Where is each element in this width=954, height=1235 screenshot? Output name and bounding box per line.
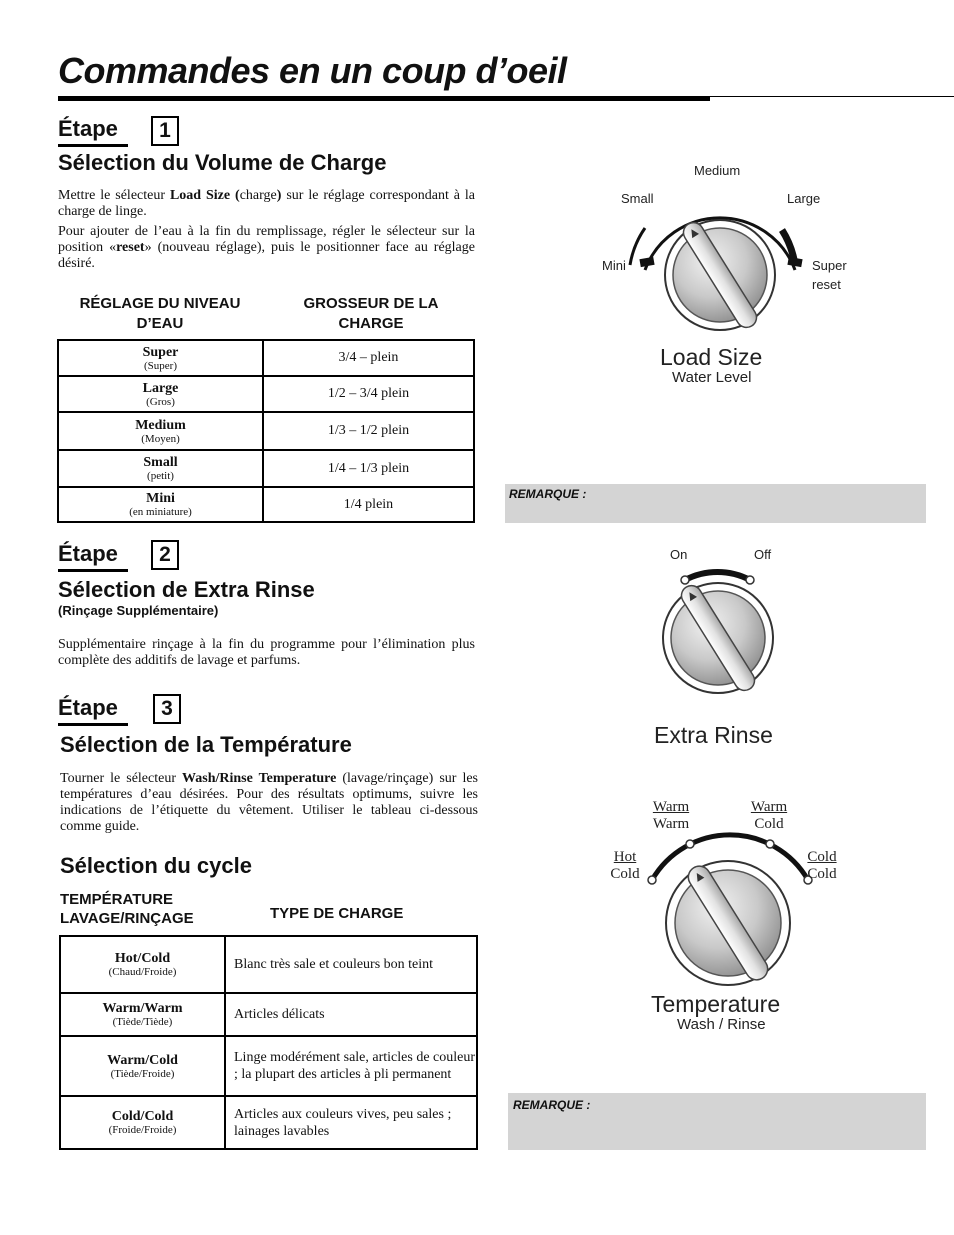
table-row — [58, 376, 474, 412]
temp-name: Cold/Cold — [111, 1109, 174, 1124]
water-level-table — [57, 339, 475, 523]
note-box-2 — [508, 1093, 926, 1150]
step1-col-header-level: RÉGLAGE DU NIVEAU D’EAU — [79, 295, 241, 332]
level-translation: (Super) — [144, 359, 177, 372]
load-size-value: 3/4 – plein — [263, 340, 474, 376]
table-row — [60, 1096, 477, 1149]
step3-number: 3 — [153, 694, 181, 724]
step1-etape-label: Étape — [58, 116, 118, 141]
load-label-small: Small — [621, 191, 654, 206]
load-label-mini: Mini — [602, 258, 626, 273]
note-label-2: REMARQUE : — [513, 1098, 591, 1112]
temp-name: Warm/Cold — [107, 1052, 178, 1068]
level-name: Super — [142, 344, 179, 360]
load-size-title: Load Size — [660, 344, 763, 370]
temperature-subtitle: Wash / Rinse — [677, 1016, 766, 1033]
temp-label-cold-cold: Cold Cold — [807, 849, 837, 882]
level-translation: (Moyen) — [141, 432, 180, 445]
load-type: Linge modérément sale, articles de couleur ; la plupart des articles à pli permanent — [225, 1036, 477, 1096]
step1-heading: Sélection du Volume de Charge — [58, 150, 387, 175]
load-size-subtitle: Water Level — [672, 369, 752, 386]
step2-number: 2 — [151, 540, 179, 570]
load-type: Blanc très sale et couleurs bon teint — [225, 936, 477, 993]
step3-col-header-type: TYPE DE CHARGE — [270, 905, 404, 922]
step3-col-header-temp: TEMPÉRATURE LAVAGE/RINÇAGE — [60, 891, 194, 927]
table-row — [58, 340, 474, 376]
temp-name: Warm/Warm — [102, 1001, 183, 1016]
page-title: Commandes en un coup d’oeil — [58, 50, 567, 91]
step1-etape-rule — [58, 144, 128, 147]
level-translation: (en miniature) — [129, 506, 192, 518]
cycle-heading: Sélection du cycle — [60, 853, 252, 878]
temp-translation: (Tiède/Tiède) — [112, 1016, 173, 1028]
load-size-value: 1/4 – 1/3 plein — [263, 450, 474, 487]
level-name: Small — [143, 455, 178, 470]
load-label-medium: Medium — [694, 163, 741, 178]
step3-paragraph: Tourner le sélecteur Wash/Rinse Temperature (lavage/rinçage) sur les températures d’eau désirées. Pour des résultats optimums, suivre les indications de l’étiquette du vêtement. Utiliser le tableau ci-dessous comme guide. — [60, 771, 478, 834]
load-size-dial[interactable] — [590, 190, 830, 350]
step2-etape-rule — [58, 569, 128, 572]
temp-label-warm-warm: Warm Warm — [652, 799, 690, 832]
extra-rinse-title: Extra Rinse — [654, 722, 773, 748]
table-row — [60, 936, 477, 993]
temp-translation: (Tiède/Froide) — [110, 1067, 175, 1080]
rinse-label-on: On — [670, 547, 688, 562]
level-name: Mini — [146, 491, 175, 506]
load-size-value: 1/4 plein — [263, 487, 474, 522]
step3-heading: Sélection de la Température — [60, 732, 352, 757]
table-row — [58, 450, 474, 487]
load-type: Articles aux couleurs vives, peu sales ; lainages lavables — [225, 1096, 477, 1149]
load-size-value: 1/2 – 3/4 plein — [263, 376, 474, 412]
step2-etape-label: Étape — [58, 541, 118, 566]
step2-paragraph: Supplémentaire rinçage à la fin du programme pour l’élimination plus complète des additifs de lavage et parfums. — [58, 637, 475, 668]
temp-translation: (Froide/Froide) — [108, 1124, 177, 1136]
temp-label-warm-cold: Warm Cold — [750, 799, 788, 832]
table-row — [58, 487, 474, 522]
load-size-value: 1/3 – 1/2 plein — [263, 412, 474, 450]
rinse-label-off: Off — [754, 547, 772, 562]
note-label-1: REMARQUE : — [509, 487, 587, 501]
table-row — [58, 412, 474, 450]
table-row — [60, 993, 477, 1036]
temp-translation: (Chaud/Froide) — [108, 966, 177, 978]
step3-etape-label: Étape — [58, 695, 118, 720]
step2-heading: Sélection de Extra Rinse — [58, 577, 315, 602]
load-type: Articles délicats — [225, 993, 477, 1036]
title-rule — [58, 96, 710, 101]
temp-name: Hot/Cold — [114, 951, 171, 966]
step1-col-header-size: GROSSEUR DE LA CHARGE — [303, 295, 439, 332]
extra-rinse-dial[interactable] — [640, 566, 800, 706]
table-row — [60, 1036, 477, 1096]
temperature-table — [59, 935, 478, 1150]
temperature-title: Temperature — [651, 991, 781, 1017]
title-rule-thin — [710, 96, 954, 97]
step1-paragraph-1: Mettre le sélecteur Load Size (charge) sur le réglage correspondant à la charge de linge. — [58, 188, 476, 219]
load-label-reset: reset — [812, 277, 841, 292]
step2-subheading: (Rinçage Supplémentaire) — [58, 603, 219, 618]
level-name: Large — [142, 380, 179, 396]
note-box-1 — [505, 484, 926, 523]
load-label-super: Super — [812, 258, 847, 273]
step1-paragraph-2: Pour ajouter de l’eau à la fin du remplissage, régler le sélecteur sur la position «reset» (nouveau réglage), puis le positionner face au réglage désiré. — [58, 224, 475, 271]
level-translation: (Gros) — [146, 395, 175, 408]
level-translation: (petit) — [147, 470, 174, 482]
temp-label-hot-cold: Hot Cold — [610, 849, 640, 882]
load-label-large: Large — [787, 191, 821, 206]
step3-etape-rule — [58, 723, 128, 726]
step1-number: 1 — [151, 116, 179, 146]
temperature-dial[interactable] — [640, 830, 820, 1000]
level-name: Medium — [135, 417, 186, 433]
